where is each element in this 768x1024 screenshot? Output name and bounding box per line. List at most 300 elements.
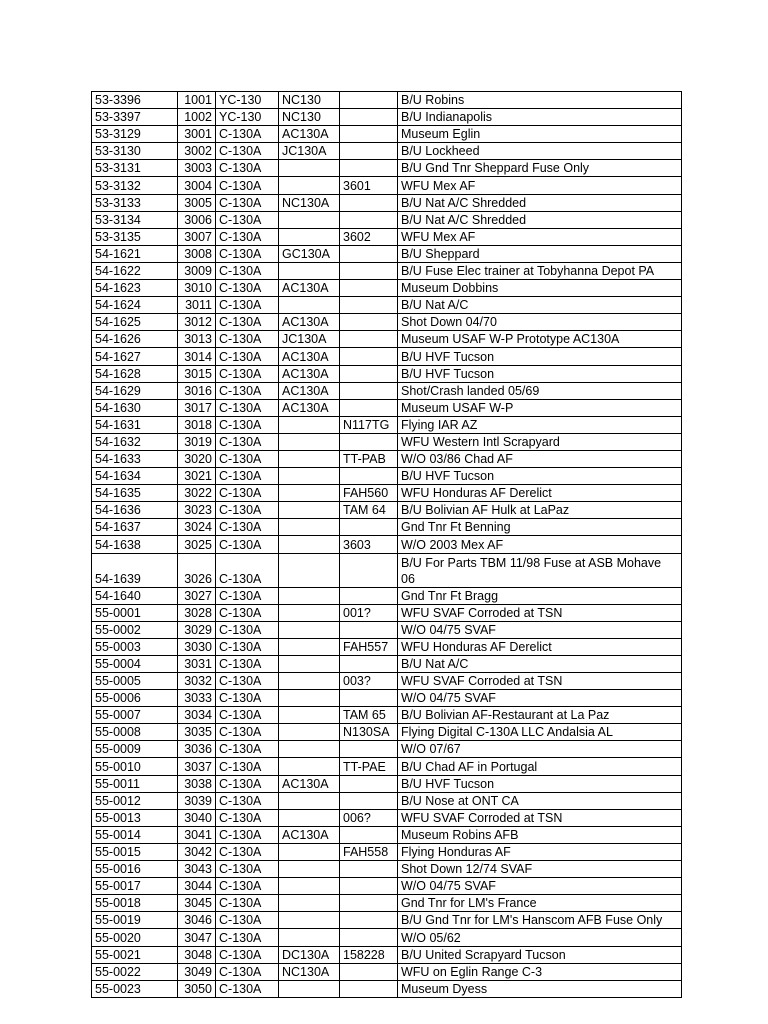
variant-cell: AC130A xyxy=(279,314,340,331)
model-cell: C-130A xyxy=(216,177,279,194)
variant-cell: AC130A xyxy=(279,126,340,143)
table-row xyxy=(92,638,682,655)
serial-cell: 54-1630 xyxy=(92,399,178,416)
model-cell: C-130A xyxy=(216,724,279,741)
status-cell: W/O 2003 Mex AF xyxy=(398,536,682,553)
registration-cell xyxy=(340,280,398,297)
registration-cell xyxy=(340,160,398,177)
msn-cell: 3004 xyxy=(178,177,216,194)
msn-cell: 3003 xyxy=(178,160,216,177)
serial-cell: 55-0010 xyxy=(92,758,178,775)
status-cell: WFU Mex AF xyxy=(398,228,682,245)
registration-cell xyxy=(340,861,398,878)
msn-cell: 3022 xyxy=(178,485,216,502)
registration-cell xyxy=(340,92,398,109)
model-cell: C-130A xyxy=(216,450,279,467)
variant-cell xyxy=(279,980,340,997)
status-cell: WFU Honduras AF Derelict xyxy=(398,638,682,655)
status-cell: Flying Digital C-130A LLC Andalsia AL xyxy=(398,724,682,741)
variant-cell xyxy=(279,604,340,621)
table-row xyxy=(92,382,682,399)
serial-cell: 54-1626 xyxy=(92,331,178,348)
variant-cell: NC130A xyxy=(279,194,340,211)
serial-cell: 54-1623 xyxy=(92,280,178,297)
msn-cell: 3032 xyxy=(178,673,216,690)
msn-cell: 3018 xyxy=(178,416,216,433)
status-cell: Gnd Tnr Ft Bragg xyxy=(398,587,682,604)
table-row xyxy=(92,143,682,160)
msn-cell: 3046 xyxy=(178,912,216,929)
registration-cell xyxy=(340,365,398,382)
model-cell: C-130A xyxy=(216,809,279,826)
model-cell: C-130A xyxy=(216,912,279,929)
serial-cell: 54-1638 xyxy=(92,536,178,553)
variant-cell xyxy=(279,638,340,655)
variant-cell xyxy=(279,655,340,672)
status-cell: Shot Down 12/74 SVAF xyxy=(398,861,682,878)
registration-cell xyxy=(340,655,398,672)
table-row xyxy=(92,895,682,912)
status-cell: WFU SVAF Corroded at TSN xyxy=(398,809,682,826)
table-row xyxy=(92,194,682,211)
model-cell: C-130A xyxy=(216,297,279,314)
serial-cell: 55-0009 xyxy=(92,741,178,758)
registration-cell xyxy=(340,348,398,365)
registration-cell: N130SA xyxy=(340,724,398,741)
table-row xyxy=(92,673,682,690)
msn-cell: 3020 xyxy=(178,450,216,467)
variant-cell xyxy=(279,502,340,519)
registration-cell xyxy=(340,929,398,946)
serial-cell: 54-1624 xyxy=(92,297,178,314)
msn-cell: 3015 xyxy=(178,365,216,382)
registration-cell xyxy=(340,741,398,758)
status-cell: WFU SVAF Corroded at TSN xyxy=(398,673,682,690)
table-row xyxy=(92,741,682,758)
variant-cell xyxy=(279,792,340,809)
table-row xyxy=(92,946,682,963)
status-cell: WFU Mex AF xyxy=(398,177,682,194)
serial-cell: 55-0018 xyxy=(92,895,178,912)
model-cell: C-130A xyxy=(216,878,279,895)
serial-cell: 53-3135 xyxy=(92,228,178,245)
msn-cell: 3014 xyxy=(178,348,216,365)
msn-cell: 3009 xyxy=(178,262,216,279)
serial-cell: 54-1640 xyxy=(92,587,178,604)
status-cell: Museum USAF W-P xyxy=(398,399,682,416)
msn-cell: 3045 xyxy=(178,895,216,912)
model-cell: C-130A xyxy=(216,707,279,724)
table-row xyxy=(92,160,682,177)
table-row xyxy=(92,399,682,416)
registration-cell: 3601 xyxy=(340,177,398,194)
msn-cell: 3036 xyxy=(178,741,216,758)
model-cell: C-130A xyxy=(216,143,279,160)
model-cell: C-130A xyxy=(216,843,279,860)
status-cell: B/U Bolivian AF-Restaurant at La Paz xyxy=(398,707,682,724)
serial-cell: 55-0002 xyxy=(92,621,178,638)
table-row xyxy=(92,912,682,929)
variant-cell xyxy=(279,895,340,912)
status-cell: W/O 03/86 Chad AF xyxy=(398,450,682,467)
registration-cell xyxy=(340,297,398,314)
model-cell: C-130A xyxy=(216,638,279,655)
serial-cell: 54-1637 xyxy=(92,519,178,536)
variant-cell xyxy=(279,587,340,604)
table-row xyxy=(92,297,682,314)
registration-cell xyxy=(340,980,398,997)
registration-cell: N117TG xyxy=(340,416,398,433)
status-cell: Museum Robins AFB xyxy=(398,826,682,843)
msn-cell: 3027 xyxy=(178,587,216,604)
status-cell: WFU Honduras AF Derelict xyxy=(398,485,682,502)
model-cell: C-130A xyxy=(216,245,279,262)
variant-cell xyxy=(279,519,340,536)
registration-cell xyxy=(340,109,398,126)
table-row xyxy=(92,980,682,997)
status-cell: W/O 07/67 xyxy=(398,741,682,758)
model-cell: C-130A xyxy=(216,348,279,365)
table-row xyxy=(92,843,682,860)
msn-cell: 3002 xyxy=(178,143,216,160)
status-cell: Shot Down 04/70 xyxy=(398,314,682,331)
serial-cell: 53-3131 xyxy=(92,160,178,177)
table-row xyxy=(92,809,682,826)
registration-cell xyxy=(340,143,398,160)
serial-cell: 53-3132 xyxy=(92,177,178,194)
msn-cell: 1001 xyxy=(178,92,216,109)
model-cell: C-130A xyxy=(216,655,279,672)
variant-cell: DC130A xyxy=(279,946,340,963)
serial-cell: 54-1625 xyxy=(92,314,178,331)
aircraft-table xyxy=(91,91,682,998)
variant-cell xyxy=(279,861,340,878)
model-cell: C-130A xyxy=(216,502,279,519)
registration-cell xyxy=(340,895,398,912)
variant-cell xyxy=(279,707,340,724)
registration-cell xyxy=(340,314,398,331)
registration-cell: 006? xyxy=(340,809,398,826)
variant-cell xyxy=(279,536,340,553)
registration-cell: TAM 64 xyxy=(340,502,398,519)
msn-cell: 3043 xyxy=(178,861,216,878)
registration-cell xyxy=(340,792,398,809)
serial-cell: 55-0014 xyxy=(92,826,178,843)
table-row xyxy=(92,792,682,809)
variant-cell xyxy=(279,912,340,929)
serial-cell: 54-1628 xyxy=(92,365,178,382)
msn-cell: 3042 xyxy=(178,843,216,860)
msn-cell: 3028 xyxy=(178,604,216,621)
status-cell: B/U Sheppard xyxy=(398,245,682,262)
status-cell: B/U Robins xyxy=(398,92,682,109)
status-cell: B/U Nose at ONT CA xyxy=(398,792,682,809)
variant-cell xyxy=(279,450,340,467)
msn-cell: 3019 xyxy=(178,433,216,450)
table-row xyxy=(92,621,682,638)
registration-cell: TT-PAE xyxy=(340,758,398,775)
variant-cell: AC130A xyxy=(279,775,340,792)
status-cell: WFU SVAF Corroded at TSN xyxy=(398,604,682,621)
status-cell: W/O 04/75 SVAF xyxy=(398,878,682,895)
msn-cell: 3010 xyxy=(178,280,216,297)
table-row xyxy=(92,262,682,279)
table-row xyxy=(92,280,682,297)
model-cell: C-130A xyxy=(216,587,279,604)
registration-cell: FAH557 xyxy=(340,638,398,655)
model-cell: C-130A xyxy=(216,126,279,143)
variant-cell xyxy=(279,177,340,194)
msn-cell: 3001 xyxy=(178,126,216,143)
variant-cell xyxy=(279,553,340,587)
status-cell: Museum Eglin xyxy=(398,126,682,143)
serial-cell: 55-0007 xyxy=(92,707,178,724)
variant-cell: JC130A xyxy=(279,143,340,160)
model-cell: C-130A xyxy=(216,536,279,553)
variant-cell xyxy=(279,485,340,502)
variant-cell xyxy=(279,228,340,245)
model-cell: C-130A xyxy=(216,280,279,297)
status-cell: B/U Fuse Elec trainer at Tobyhanna Depot PA xyxy=(398,262,682,279)
variant-cell xyxy=(279,160,340,177)
variant-cell: NC130 xyxy=(279,92,340,109)
msn-cell: 3024 xyxy=(178,519,216,536)
serial-cell: 54-1632 xyxy=(92,433,178,450)
model-cell: C-130A xyxy=(216,929,279,946)
table-row xyxy=(92,553,682,587)
model-cell: C-130A xyxy=(216,741,279,758)
registration-cell: 3602 xyxy=(340,228,398,245)
msn-cell: 3030 xyxy=(178,638,216,655)
serial-cell: 53-3129 xyxy=(92,126,178,143)
model-cell: C-130A xyxy=(216,468,279,485)
variant-cell: AC130A xyxy=(279,399,340,416)
table-row xyxy=(92,331,682,348)
table-row xyxy=(92,126,682,143)
table-row xyxy=(92,177,682,194)
msn-cell: 3011 xyxy=(178,297,216,314)
status-cell: Museum USAF W-P Prototype AC130A xyxy=(398,331,682,348)
status-cell: B/U Chad AF in Portugal xyxy=(398,758,682,775)
variant-cell xyxy=(279,262,340,279)
table-row xyxy=(92,109,682,126)
table-row xyxy=(92,502,682,519)
model-cell: C-130A xyxy=(216,621,279,638)
table-row xyxy=(92,861,682,878)
variant-cell: AC130A xyxy=(279,280,340,297)
table-row xyxy=(92,826,682,843)
registration-cell: 158228 xyxy=(340,946,398,963)
msn-cell: 3006 xyxy=(178,211,216,228)
msn-cell: 3031 xyxy=(178,655,216,672)
status-cell: B/U Gnd Tnr Sheppard Fuse Only xyxy=(398,160,682,177)
serial-cell: 55-0005 xyxy=(92,673,178,690)
model-cell: C-130A xyxy=(216,826,279,843)
status-cell: W/O 05/62 xyxy=(398,929,682,946)
registration-cell xyxy=(340,621,398,638)
table-row xyxy=(92,963,682,980)
status-cell: B/U HVF Tucson xyxy=(398,775,682,792)
model-cell: C-130A xyxy=(216,194,279,211)
status-cell: B/U HVF Tucson xyxy=(398,348,682,365)
model-cell: C-130A xyxy=(216,382,279,399)
variant-cell xyxy=(279,211,340,228)
status-cell: B/U Nat A/C xyxy=(398,297,682,314)
table-row xyxy=(92,485,682,502)
serial-cell: 55-0013 xyxy=(92,809,178,826)
status-cell: B/U United Scrapyard Tucson xyxy=(398,946,682,963)
table-row xyxy=(92,245,682,262)
status-cell: Museum Dobbins xyxy=(398,280,682,297)
msn-cell: 3050 xyxy=(178,980,216,997)
variant-cell: AC130A xyxy=(279,826,340,843)
table-row xyxy=(92,468,682,485)
registration-cell: TAM 65 xyxy=(340,707,398,724)
msn-cell: 3016 xyxy=(178,382,216,399)
variant-cell: NC130 xyxy=(279,109,340,126)
status-cell: B/U Nat A/C Shredded xyxy=(398,194,682,211)
model-cell: C-130A xyxy=(216,690,279,707)
registration-cell xyxy=(340,262,398,279)
status-cell: B/U Nat A/C Shredded xyxy=(398,211,682,228)
registration-cell xyxy=(340,399,398,416)
serial-cell: 55-0008 xyxy=(92,724,178,741)
msn-cell: 3033 xyxy=(178,690,216,707)
status-cell: Gnd Tnr Ft Benning xyxy=(398,519,682,536)
serial-cell: 54-1627 xyxy=(92,348,178,365)
registration-cell: FAH560 xyxy=(340,485,398,502)
variant-cell: GC130A xyxy=(279,245,340,262)
model-cell: C-130A xyxy=(216,433,279,450)
status-cell: B/U Bolivian AF Hulk at LaPaz xyxy=(398,502,682,519)
model-cell: C-130A xyxy=(216,331,279,348)
registration-cell xyxy=(340,468,398,485)
serial-cell: 55-0015 xyxy=(92,843,178,860)
model-cell: C-130A xyxy=(216,604,279,621)
serial-cell: 53-3133 xyxy=(92,194,178,211)
table-row xyxy=(92,758,682,775)
variant-cell xyxy=(279,929,340,946)
registration-cell xyxy=(340,775,398,792)
status-cell: WFU Western Intl Scrapyard xyxy=(398,433,682,450)
serial-cell: 55-0016 xyxy=(92,861,178,878)
msn-cell: 3023 xyxy=(178,502,216,519)
status-cell: Flying IAR AZ xyxy=(398,416,682,433)
status-cell: B/U Gnd Tnr for LM's Hanscom AFB Fuse Only xyxy=(398,912,682,929)
model-cell: C-130A xyxy=(216,519,279,536)
model-cell: C-130A xyxy=(216,485,279,502)
table-row xyxy=(92,724,682,741)
status-cell: B/U HVF Tucson xyxy=(398,365,682,382)
status-cell: B/U HVF Tucson xyxy=(398,468,682,485)
model-cell: C-130A xyxy=(216,895,279,912)
msn-cell: 3029 xyxy=(178,621,216,638)
table-row xyxy=(92,707,682,724)
msn-cell: 3044 xyxy=(178,878,216,895)
variant-cell xyxy=(279,758,340,775)
variant-cell: AC130A xyxy=(279,365,340,382)
model-cell: YC-130 xyxy=(216,92,279,109)
serial-cell: 54-1636 xyxy=(92,502,178,519)
msn-cell: 3039 xyxy=(178,792,216,809)
status-cell: WFU on Eglin Range C-3 xyxy=(398,963,682,980)
variant-cell: NC130A xyxy=(279,963,340,980)
variant-cell: AC130A xyxy=(279,382,340,399)
table-row xyxy=(92,536,682,553)
serial-cell: 55-0001 xyxy=(92,604,178,621)
registration-cell: FAH558 xyxy=(340,843,398,860)
model-cell: C-130A xyxy=(216,365,279,382)
registration-cell xyxy=(340,382,398,399)
model-cell: C-130A xyxy=(216,228,279,245)
serial-cell: 55-0021 xyxy=(92,946,178,963)
msn-cell: 3005 xyxy=(178,194,216,211)
model-cell: C-130A xyxy=(216,399,279,416)
table-row xyxy=(92,604,682,621)
registration-cell xyxy=(340,126,398,143)
serial-cell: 53-3130 xyxy=(92,143,178,160)
msn-cell: 3041 xyxy=(178,826,216,843)
registration-cell xyxy=(340,331,398,348)
registration-cell xyxy=(340,194,398,211)
msn-cell: 3012 xyxy=(178,314,216,331)
status-cell: B/U For Parts TBM 11/98 Fuse at ASB Mohave 06 xyxy=(398,553,682,587)
model-cell: C-130A xyxy=(216,861,279,878)
serial-cell: 55-0004 xyxy=(92,655,178,672)
msn-cell: 3021 xyxy=(178,468,216,485)
model-cell: C-130A xyxy=(216,416,279,433)
registration-cell xyxy=(340,245,398,262)
status-cell: B/U Lockheed xyxy=(398,143,682,160)
variant-cell xyxy=(279,809,340,826)
msn-cell: 3040 xyxy=(178,809,216,826)
variant-cell xyxy=(279,741,340,758)
model-cell: C-130A xyxy=(216,314,279,331)
table-row xyxy=(92,775,682,792)
serial-cell: 53-3134 xyxy=(92,211,178,228)
serial-cell: 55-0023 xyxy=(92,980,178,997)
table-body xyxy=(92,92,682,998)
serial-cell: 55-0012 xyxy=(92,792,178,809)
registration-cell: 3603 xyxy=(340,536,398,553)
serial-cell: 55-0020 xyxy=(92,929,178,946)
msn-cell: 3034 xyxy=(178,707,216,724)
status-cell: Flying Honduras AF xyxy=(398,843,682,860)
table-row xyxy=(92,416,682,433)
registration-cell xyxy=(340,211,398,228)
serial-cell: 54-1635 xyxy=(92,485,178,502)
table-row xyxy=(92,228,682,245)
msn-cell: 3049 xyxy=(178,963,216,980)
status-cell: B/U Indianapolis xyxy=(398,109,682,126)
msn-cell: 3037 xyxy=(178,758,216,775)
registration-cell xyxy=(340,587,398,604)
serial-cell: 55-0003 xyxy=(92,638,178,655)
msn-cell: 3035 xyxy=(178,724,216,741)
variant-cell xyxy=(279,690,340,707)
msn-cell: 3017 xyxy=(178,399,216,416)
table-row xyxy=(92,655,682,672)
status-cell: Gnd Tnr for LM's France xyxy=(398,895,682,912)
model-cell: C-130A xyxy=(216,553,279,587)
registration-cell xyxy=(340,553,398,587)
table-row xyxy=(92,690,682,707)
model-cell: C-130A xyxy=(216,758,279,775)
table-row xyxy=(92,929,682,946)
table-row xyxy=(92,314,682,331)
variant-cell: JC130A xyxy=(279,331,340,348)
variant-cell xyxy=(279,724,340,741)
